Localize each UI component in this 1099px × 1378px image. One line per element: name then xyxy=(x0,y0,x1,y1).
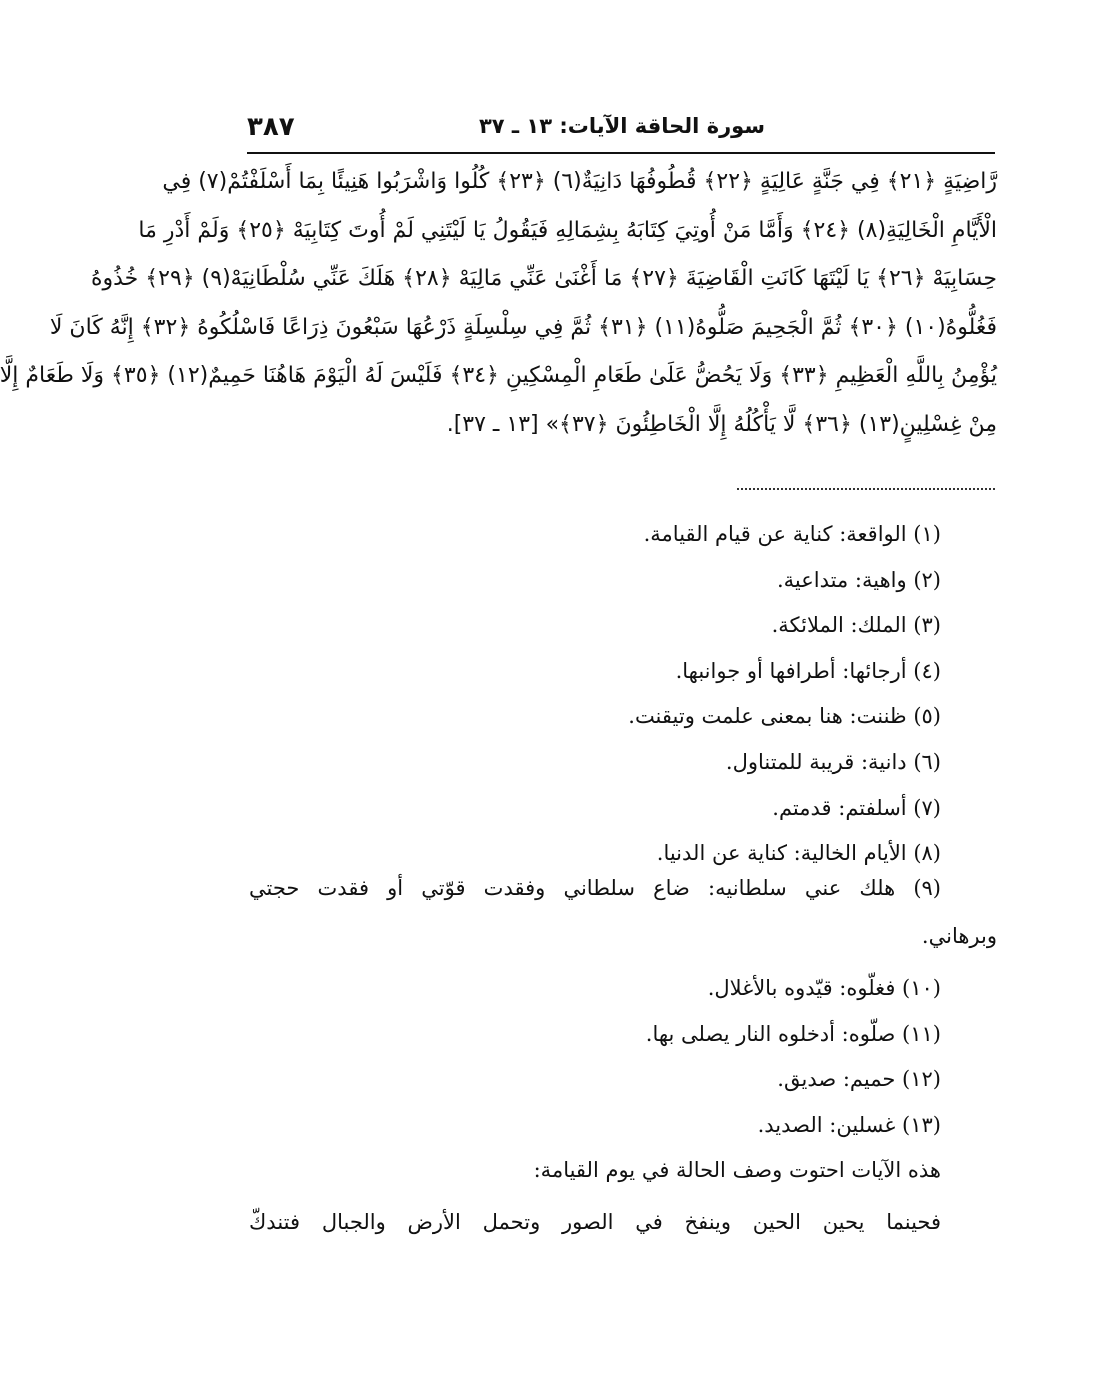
footnote-separator xyxy=(737,488,995,490)
quran-line: الْأَيَّامِ الْخَالِيَةِ(٨) ﴿٢٤﴾ وَأَمَّا مَنْ أُوتِيَ كِتَابَهُ بِشِمَالِهِ فَيَقُولُ يَا لَيْتَنِي لَمْ أُوتَ كِتَابِيَهْ ﴿٢٥﴾ وَلَمْ أَدْرِ مَا xyxy=(138,217,997,243)
quran-line: فَغُلُّوهُ(١٠) ﴿٣٠﴾ ثُمَّ الْجَحِيمَ صَلُّوهُ(١١) ﴿٣١﴾ ثُمَّ فِي سِلْسِلَةٍ ذَرْعُهَا سَبْعُونَ ذِرَاعًا فَاسْلُكُوهُ ﴿٣٢﴾ إِنَّهُ كَانَ لَا xyxy=(49,314,997,340)
footnotes-list xyxy=(251,512,941,877)
footnote-item: (٨) الأيام الخالية: كناية عن الدنيا. xyxy=(656,841,941,866)
quran-line: رَّاضِيَةٍ ﴿٢١﴾ فِي جَنَّةٍ عَالِيَةٍ ﴿٢٢﴾ قُطُوفُهَا دَانِيَةٌ(٦) ﴿٢٣﴾ كُلُوا وَاشْرَبُوا هَنِيئًا بِمَا أَسْلَفْتُمْ(٧) فِي xyxy=(162,169,997,194)
footnote-item: (٦) دانية: قريبة للمتناول. xyxy=(725,749,941,774)
page-number: ٣٨٧ xyxy=(247,112,295,142)
footnote-item: (١١) صلّوه: أدخلوه النار يصلى بها. xyxy=(645,1021,941,1046)
footnote-item-9: (٩) هلك عني سلطانيه: ضاع سلطاني وفقدت قوّتي أو فقدت حجتي xyxy=(249,876,941,900)
footnote-item: (٣) الملك: الملائكة. xyxy=(771,613,941,638)
footnote-item-9-continued: وبرهاني. xyxy=(921,924,997,948)
body-paragraph-line: فحينما يحين الحين وينفخ في الصور وتحمل الأرض والجبال فتندكّ xyxy=(249,1210,941,1234)
footnote-item: (٥) ظننت: هنا بمعنى علمت وتيقنت. xyxy=(628,704,941,729)
footnote-item: (٢) واهية: متداعية. xyxy=(777,567,941,592)
footnotes-list-continued xyxy=(251,966,941,1148)
header-title: سورة الحاقة الآيات: ١٣ ـ ٣٧ xyxy=(478,114,765,138)
body-paragraph-line: هذه الآيات احتوت وصف الحالة في يوم القيامة: xyxy=(533,1158,941,1182)
quran-line: حِسَابِيَهْ ﴿٢٦﴾ يَا لَيْتَهَا كَانَتِ الْقَاضِيَةَ ﴿٢٧﴾ مَا أَغْنَىٰ عَنِّي مَالِيَهْ ﴿٢٨﴾ هَلَكَ عَنِّي سُلْطَانِيَهْ(٩) ﴿٢٩﴾ خُذُوهُ xyxy=(90,266,997,291)
footnote-item: (١٢) حميم: صديق. xyxy=(777,1067,941,1092)
quran-line: مِنْ غِسْلِينٍ(١٣) ﴿٣٦﴾ لَّا يَأْكُلُهُ إِلَّا الْخَاطِئُونَ ﴿٣٧﴾» [١٣ ـ ٣٧]. xyxy=(446,411,997,437)
footnote-item: (١٣) غسلين: الصديد. xyxy=(757,1112,941,1137)
page-header xyxy=(247,108,995,154)
quran-line: يُؤْمِنُ بِاللَّهِ الْعَظِيمِ ﴿٣٣﴾ وَلَا يَحُضُّ عَلَىٰ طَعَامِ الْمِسْكِينِ ﴿٣٤﴾ فَلَيْسَ لَهُ الْيَوْمَ هَاهُنَا حَمِيمٌ(١٢) ﴿٣٥﴾ وَلَا طَعَامٌ إِلَّا xyxy=(0,363,997,388)
footnote-item: (١) الواقعة: كناية عن قيام القيامة. xyxy=(643,522,941,546)
footnote-item: (٧) أسلفتم: قدمتم. xyxy=(772,795,941,820)
footnote-item: (١٠) فغلّوه: قيّدوه بالأغلال. xyxy=(707,976,941,1000)
footnote-item: (٤) أرجائها: أطرافها أو جوانبها. xyxy=(675,658,941,683)
quran-text-block xyxy=(0,158,997,449)
